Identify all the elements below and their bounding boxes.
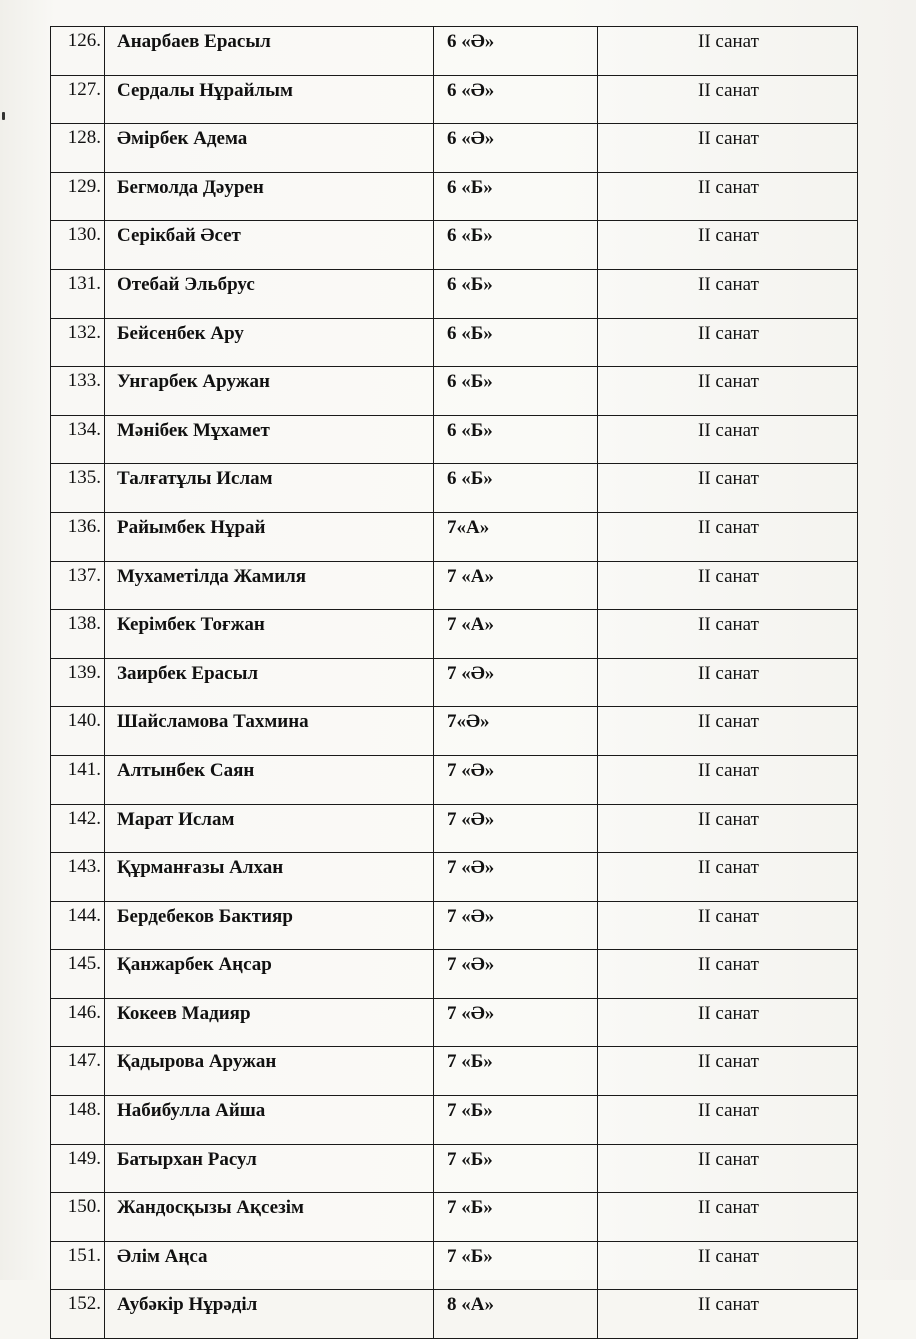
category-label: II санат xyxy=(598,561,858,610)
student-name: Құрманғазы Алхан xyxy=(105,853,434,902)
table-row xyxy=(51,658,858,707)
student-name: Аубәкір Нұрәділ xyxy=(105,1290,434,1339)
category-label: II санат xyxy=(598,804,858,853)
row-number: 144. xyxy=(51,901,105,950)
class-label: 7 «Ә» xyxy=(434,853,598,902)
class-label: 7«А» xyxy=(434,512,598,561)
student-table xyxy=(50,26,858,1339)
class-label: 6 «Б» xyxy=(434,367,598,416)
category-label: II санат xyxy=(598,75,858,124)
table-row xyxy=(51,998,858,1047)
margin-mark xyxy=(2,112,5,120)
row-number: 138. xyxy=(51,610,105,659)
row-number: 143. xyxy=(51,853,105,902)
student-name: Сердалы Нұрайлым xyxy=(105,75,434,124)
row-number: 134. xyxy=(51,415,105,464)
category-label: II санат xyxy=(598,901,858,950)
category-label: II санат xyxy=(598,707,858,756)
class-label: 7 «Б» xyxy=(434,1047,598,1096)
category-label: II санат xyxy=(598,950,858,999)
category-label: II санат xyxy=(598,1290,858,1339)
table-row xyxy=(51,221,858,270)
student-table-body xyxy=(51,27,858,1339)
class-label: 7 «Б» xyxy=(434,1096,598,1145)
student-name: Қанжарбек Аңсар xyxy=(105,950,434,999)
table-row xyxy=(51,464,858,513)
class-label: 7 «Б» xyxy=(434,1241,598,1290)
category-label: II санат xyxy=(598,172,858,221)
class-label: 7«Ә» xyxy=(434,707,598,756)
category-label: II санат xyxy=(598,415,858,464)
student-name: Керімбек Тоғжан xyxy=(105,610,434,659)
category-label: II санат xyxy=(598,1047,858,1096)
row-number: 129. xyxy=(51,172,105,221)
table-row xyxy=(51,610,858,659)
student-name: Алтынбек Саян xyxy=(105,755,434,804)
table-row xyxy=(51,1047,858,1096)
row-number: 151. xyxy=(51,1241,105,1290)
class-label: 7 «А» xyxy=(434,610,598,659)
row-number: 140. xyxy=(51,707,105,756)
category-label: II санат xyxy=(598,1144,858,1193)
category-label: II санат xyxy=(598,998,858,1047)
class-label: 7 «А» xyxy=(434,561,598,610)
class-label: 7 «Ә» xyxy=(434,950,598,999)
table-row xyxy=(51,561,858,610)
category-label: II санат xyxy=(598,755,858,804)
class-label: 7 «Ә» xyxy=(434,901,598,950)
student-name: Мухаметілда Жамиля xyxy=(105,561,434,610)
row-number: 133. xyxy=(51,367,105,416)
student-name: Набибулла Айша xyxy=(105,1096,434,1145)
table-row xyxy=(51,27,858,76)
row-number: 128. xyxy=(51,124,105,173)
row-number: 147. xyxy=(51,1047,105,1096)
student-name: Серікбай Әсет xyxy=(105,221,434,270)
table-row xyxy=(51,755,858,804)
table-row xyxy=(51,1144,858,1193)
category-label: II санат xyxy=(598,124,858,173)
student-name: Шайсламова Тахмина xyxy=(105,707,434,756)
category-label: II санат xyxy=(598,318,858,367)
student-name: Бегмолда Дәурен xyxy=(105,172,434,221)
table-row xyxy=(51,950,858,999)
student-name: Жандосқызы Ақсезім xyxy=(105,1193,434,1242)
row-number: 136. xyxy=(51,512,105,561)
row-number: 141. xyxy=(51,755,105,804)
class-label: 6 «Б» xyxy=(434,464,598,513)
class-label: 7 «Ә» xyxy=(434,804,598,853)
table-row xyxy=(51,269,858,318)
class-label: 8 «А» xyxy=(434,1290,598,1339)
student-name: Унгарбек Аружан xyxy=(105,367,434,416)
category-label: II санат xyxy=(598,27,858,76)
table-row xyxy=(51,367,858,416)
row-number: 150. xyxy=(51,1193,105,1242)
table-row xyxy=(51,707,858,756)
category-label: II санат xyxy=(598,1096,858,1145)
category-label: II санат xyxy=(598,658,858,707)
category-label: II санат xyxy=(598,1241,858,1290)
table-row xyxy=(51,75,858,124)
student-name: Бейсенбек Ару xyxy=(105,318,434,367)
table-row xyxy=(51,1241,858,1290)
student-name: Мәнібек Мұхамет xyxy=(105,415,434,464)
student-name: Батырхан Расул xyxy=(105,1144,434,1193)
student-name: Бердебеков Бактияр xyxy=(105,901,434,950)
student-name: Кокеев Мадияр xyxy=(105,998,434,1047)
student-name: Анарбаев Ерасыл xyxy=(105,27,434,76)
class-label: 6 «Б» xyxy=(434,269,598,318)
row-number: 142. xyxy=(51,804,105,853)
class-label: 6 «Б» xyxy=(434,318,598,367)
table-row xyxy=(51,124,858,173)
category-label: II санат xyxy=(598,512,858,561)
row-number: 146. xyxy=(51,998,105,1047)
table-row xyxy=(51,1290,858,1339)
class-label: 6 «Ә» xyxy=(434,124,598,173)
class-label: 6 «Б» xyxy=(434,172,598,221)
category-label: II санат xyxy=(598,269,858,318)
class-label: 7 «Ә» xyxy=(434,998,598,1047)
row-number: 135. xyxy=(51,464,105,513)
category-label: II санат xyxy=(598,464,858,513)
student-name: Талғатұлы Ислам xyxy=(105,464,434,513)
class-label: 7 «Ә» xyxy=(434,658,598,707)
category-label: II санат xyxy=(598,367,858,416)
row-number: 131. xyxy=(51,269,105,318)
table-row xyxy=(51,415,858,464)
student-name: Отебай Эльбрус xyxy=(105,269,434,318)
student-name: Марат Ислам xyxy=(105,804,434,853)
row-number: 130. xyxy=(51,221,105,270)
category-label: II санат xyxy=(598,610,858,659)
table-row xyxy=(51,804,858,853)
row-number: 152. xyxy=(51,1290,105,1339)
row-number: 145. xyxy=(51,950,105,999)
row-number: 126. xyxy=(51,27,105,76)
class-label: 6 «Б» xyxy=(434,221,598,270)
row-number: 127. xyxy=(51,75,105,124)
category-label: II санат xyxy=(598,853,858,902)
student-name: Қадырова Аружан xyxy=(105,1047,434,1096)
table-row xyxy=(51,1193,858,1242)
row-number: 132. xyxy=(51,318,105,367)
table-row xyxy=(51,512,858,561)
category-label: II санат xyxy=(598,1193,858,1242)
row-number: 148. xyxy=(51,1096,105,1145)
table-row xyxy=(51,318,858,367)
student-name: Заирбек Ерасыл xyxy=(105,658,434,707)
class-label: 6 «Ә» xyxy=(434,27,598,76)
table-row xyxy=(51,1096,858,1145)
row-number: 149. xyxy=(51,1144,105,1193)
student-name: Әлім Аңса xyxy=(105,1241,434,1290)
row-number: 137. xyxy=(51,561,105,610)
student-name: Райымбек Нұрай xyxy=(105,512,434,561)
class-label: 7 «Б» xyxy=(434,1144,598,1193)
student-name: Әмірбек Адема xyxy=(105,124,434,173)
class-label: 7 «Ә» xyxy=(434,755,598,804)
table-row xyxy=(51,901,858,950)
row-number: 139. xyxy=(51,658,105,707)
class-label: 7 «Б» xyxy=(434,1193,598,1242)
category-label: II санат xyxy=(598,221,858,270)
class-label: 6 «Б» xyxy=(434,415,598,464)
table-row xyxy=(51,172,858,221)
table-row xyxy=(51,853,858,902)
class-label: 6 «Ә» xyxy=(434,75,598,124)
